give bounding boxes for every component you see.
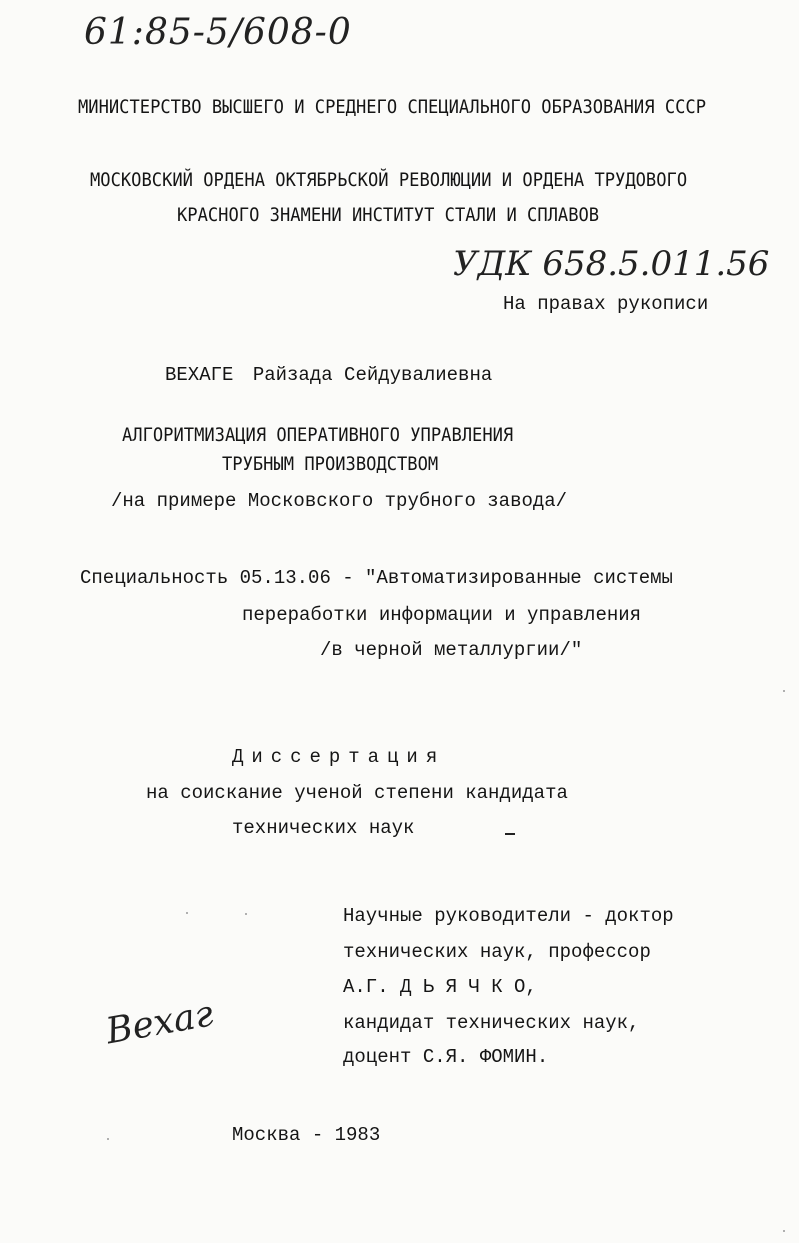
specialty-line1: Специальность 05.13.06 - "Автоматизированные системы: [80, 567, 673, 589]
handwritten-udc: УДК 658.5.011.56: [453, 244, 770, 284]
city-year: Москва - 1983: [232, 1124, 381, 1146]
author-surname: ВЕХАГЕ: [165, 364, 234, 386]
author-name: [165, 364, 492, 386]
degree-line2: на соискание ученой степени кандидата: [146, 782, 568, 804]
supervisors-line5: доцент С.Я. ФОМИН.: [343, 1046, 549, 1068]
institute-heading-line1: МОСКОВСКИЙ ОРДЕНА ОКТЯБРЬСКОЙ РЕВОЛЮЦИИ И ОРДЕНА ТРУДОВОГО: [90, 169, 688, 191]
specialty-line3: /в черной металлургии/": [320, 639, 583, 661]
supervisors-line1: Научные руководители - доктор: [343, 905, 674, 927]
scan-speck: [783, 1230, 785, 1232]
title-subtitle: /на примере Московского трубного завода/: [111, 490, 568, 512]
ministry-heading: МИНИСТЕРСТВО ВЫСШЕГО И СРЕДНЕГО СПЕЦИАЛЬНОГО ОБРАЗОВАНИЯ СССР: [78, 96, 707, 118]
title-line1: АЛГОРИТМИЗАЦИЯ ОПЕРАТИВНОГО УПРАВЛЕНИЯ: [122, 424, 514, 446]
manuscript-rights-note: На правах рукописи: [503, 293, 709, 315]
supervisors-line3: А.Г. Д Ь Я Ч К О,: [343, 976, 537, 998]
degree-line3: технических наук: [232, 817, 415, 839]
scan-speck: [783, 690, 785, 692]
supervisors-line2: технических наук, профессор: [343, 941, 651, 963]
scan-speck: [186, 912, 188, 914]
handwritten-signature: Вехаг: [103, 993, 217, 1053]
scan-speck: [245, 913, 247, 915]
handwritten-archive-code: 61:85-5/608-0: [84, 12, 352, 53]
author-given-names: Райзада Сейдувалиевна: [252, 364, 493, 386]
supervisors-line4: кандидат технических наук,: [343, 1012, 640, 1034]
stray-mark: [505, 833, 515, 835]
specialty-line2: переработки информации и управления: [242, 604, 642, 626]
institute-heading-line2: КРАСНОГО ЗНАМЕНИ ИНСТИТУТ СТАЛИ И СПЛАВОВ: [177, 204, 600, 226]
scan-speck: [107, 1138, 109, 1140]
title-line2: ТРУБНЫМ ПРОИЗВОДСТВОМ: [222, 453, 439, 475]
degree-heading: Диссертация: [232, 746, 446, 768]
